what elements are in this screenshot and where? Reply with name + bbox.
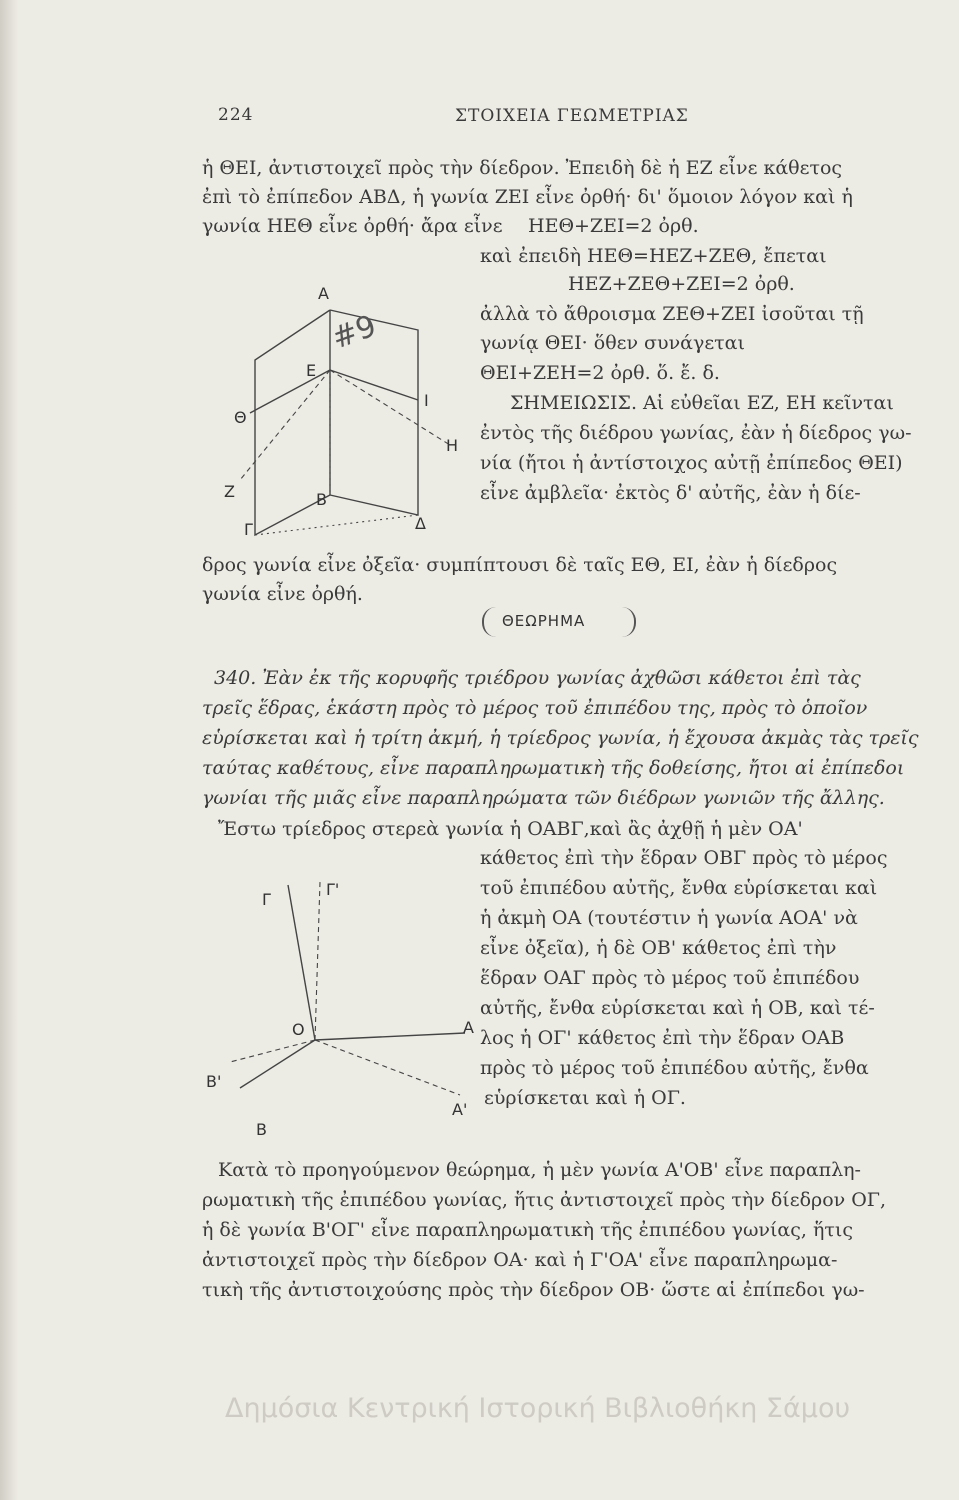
text-line: ἡ ΘΕΙ, ἀντιστοιχεῖ πρὸς τὴν δίεδρον. Ἐπειδὴ δὲ ἡ ΕΖ εἶνε κάθετος [202, 157, 843, 179]
text-line: Ἔστω τρίεδρος στερεὰ γωνία ἡ ΟΑΒΓ,καὶ ἂς ἀχθῇ ἡ μὲν ΟΑ' [218, 818, 803, 840]
text-line: γωνία ΗΕΘ εἶνε ὀρθή· ἄρα εἶνε [202, 215, 503, 237]
theorem-line: 340. Ἐὰν ἐκ τῆς κορυφῆς τριέδρου γωνίας ἀχθῶσι κάθετοι ἐπὶ τὰς [214, 667, 861, 689]
figure-label: Α [318, 284, 329, 303]
figure-line [288, 885, 315, 1040]
text-line: γωνίᾳ ΘΕΙ· ὅθεν συνάγεται [480, 332, 745, 354]
text-line: κάθετος ἐπὶ τὴν ἕδραν ΟΒΓ πρὸς τὸ μέρος [480, 847, 888, 869]
text-line: Κατὰ τὸ προηγούμενον θεώρημα, ἡ μὲν γωνία Α'ΟΒ' εἶνε παραπλη- [218, 1159, 861, 1181]
theorem-line: γωνίαι τῆς μιᾶς εἶνε παραπληρώματα τῶν διέδρων γωνιῶν τῆς ἄλλης. [202, 787, 885, 809]
figure-label: Δ [415, 514, 426, 533]
figure-label: Η [446, 436, 459, 455]
text-line: αὐτῆς, ἔνθα εὑρίσκεται καὶ ἡ ΟΒ, καὶ τέ- [480, 997, 875, 1019]
text-line: εὑρίσκεται καὶ ἡ ΟΓ. [484, 1087, 686, 1109]
figure-line [330, 370, 418, 400]
figure-label: Γ' [326, 880, 340, 899]
theorem-line: τρεῖς ἕδρας, ἑκάστη πρὸς τὸ μέρος τοῦ ἐπιπέδου της, πρὸς τὸ ὁποῖον [202, 697, 868, 719]
figure-line [315, 1033, 465, 1040]
figure-line [315, 1040, 460, 1095]
text-line: ΣΗΜΕΙΩΣΙΣ. Αἱ εὐθεῖαι ΕΖ, ΕΗ κεῖνται [510, 392, 894, 414]
text-line: εἶνε ἀμβλεῖα· ἐκτὸς δ' αὐτῆς, ἐὰν ἡ δίε- [480, 482, 861, 504]
theorem-heading: ΘΕΩΡΗΜΑ [502, 612, 586, 630]
figure-label: Ι [424, 391, 429, 410]
text-line: ρωματικὴ τῆς ἐπιπέδου γωνίας, ἥτις ἀντιστοιχεῖ πρὸς τὴν δίεδρον ΟΓ, [202, 1189, 887, 1211]
text-line: τοῦ ἐπιπέδου αὐτῆς, ἔνθα εὑρίσκεται καὶ [480, 877, 878, 899]
text-line: ἐντὸς τῆς διέδρου γωνίας, ἐὰν ἡ δίεδρος γω- [480, 422, 912, 444]
page-binding-edge [0, 0, 18, 1500]
text-line: τικὴ τῆς ἀντιστοιχούσης πρὸς τὴν δίεδρον ΟΒ· ὥστε αἱ ἐπίπεδοι γω- [202, 1279, 865, 1301]
figure-label: Γ [262, 890, 271, 909]
text-line: ΗΕΘ+ΖΕΙ=2 ὀρθ. [528, 215, 699, 237]
text-line: λος ἡ ΟΓ' κάθετος ἐπὶ τὴν ἕδραν ΟΑΒ [480, 1027, 845, 1049]
text-line: νία (ἤτοι ἡ ἀντίστοιχος αὐτῇ ἐπίπεδος ΘΕΙ) [480, 452, 903, 474]
text-line: ΗΕΖ+ΖΕΘ+ΖΕΙ=2 ὀρθ. [568, 273, 795, 295]
text-line: εἶνε ὀξεῖα), ἡ δὲ ΟΒ' κάθετος ἐπὶ τὴν [480, 937, 837, 959]
library-watermark: Δημόσια Κεντρική Ιστορική Βιβλιοθήκη Σάμου [225, 1393, 851, 1424]
figure-label: Β [316, 490, 327, 509]
figure-line [315, 882, 320, 1040]
figure-line [230, 1040, 315, 1062]
text-line: ἡ ἀκμὴ ΟΑ (τουτέστιν ἡ γωνία ΑΟΑ' νὰ [480, 907, 858, 929]
text-line: ἐπὶ τὸ ἐπίπεδον ΑΒΔ, ἡ γωνία ΖΕΙ εἶνε ὀρθή· δι' ὅμοιον λόγον καὶ ἡ [202, 186, 853, 208]
handwritten-annotation: #9 [327, 308, 381, 357]
theorem-line: ταύτας καθέτους, εἶνε παραπληρωματικὴ τῆς δοθείσης, ἤτοι αἱ ἐπίπεδοι [202, 757, 905, 779]
figure-line [240, 370, 330, 480]
theorem-line: εὑρίσκεται καὶ ἡ τρίτη ἀκμή, ἡ τρίεδρος γωνία, ἡ ἔχουσα ἀκμὰς τὰς τρεῖς [202, 727, 919, 749]
figure-line [240, 1040, 315, 1088]
figure-line [255, 515, 418, 535]
text-line: καὶ ἐπειδὴ ΗΕΘ=ΗΕΖ+ΖΕΘ, ἔπεται [480, 245, 827, 267]
page-number: 224 [218, 105, 254, 125]
text-line: γωνία εἶνε ὀρθή. [202, 583, 363, 605]
figure-label: Γ [244, 520, 253, 539]
figure-label: Β' [206, 1072, 222, 1091]
text-line: ἕδραν ΟΑΓ πρὸς τὸ μέρος τοῦ ἐπιπέδου [480, 967, 860, 989]
figure-label: Ζ [224, 482, 235, 501]
figure-label: Ε [306, 361, 317, 380]
figure-dihedral [210, 270, 470, 550]
figure-label: Θ [234, 408, 247, 427]
text-line: πρὸς τὸ μέρος τοῦ ἐπιπέδου αὐτῆς, ἔνθα [480, 1057, 869, 1079]
text-line: ΘΕΙ+ΖΕΗ=2 ὀρθ. ὅ. ἔ. δ. [480, 362, 720, 384]
figure-line [330, 370, 450, 445]
figure-label: Ο [292, 1020, 305, 1039]
figure-line [250, 370, 330, 413]
text-line: ἡ δὲ γωνία Β'ΟΓ' εἶνε παραπληρωματικὴ τῆς ἐπιπέδου γωνίας, ἥτις [202, 1219, 853, 1241]
text-line: δρος γωνία εἶνε ὀξεῖα· συμπίπτουσι δὲ ταῖς ΕΘ, ΕΙ, ἐὰν ἡ δίεδρος [202, 554, 838, 576]
figure-label: Α' [452, 1100, 468, 1119]
running-title: ΣΤΟΙΧΕΙΑ ΓΕΩΜΕΤΡΙΑΣ [455, 106, 689, 126]
figure-label: Α [463, 1018, 474, 1037]
text-line: ἀλλὰ τὸ ἄθροισμα ΖΕΘ+ΖΕΙ ἰσοῦται τῇ [480, 303, 864, 325]
text-line: ἀντιστοιχεῖ πρὸς τὴν δίεδρον ΟΑ· καὶ ἡ Γ'ΟΑ' εἶνε παραπληρωμα- [202, 1249, 838, 1271]
figure-label: Β [256, 1120, 267, 1139]
figure-trihedral [210, 810, 480, 1120]
